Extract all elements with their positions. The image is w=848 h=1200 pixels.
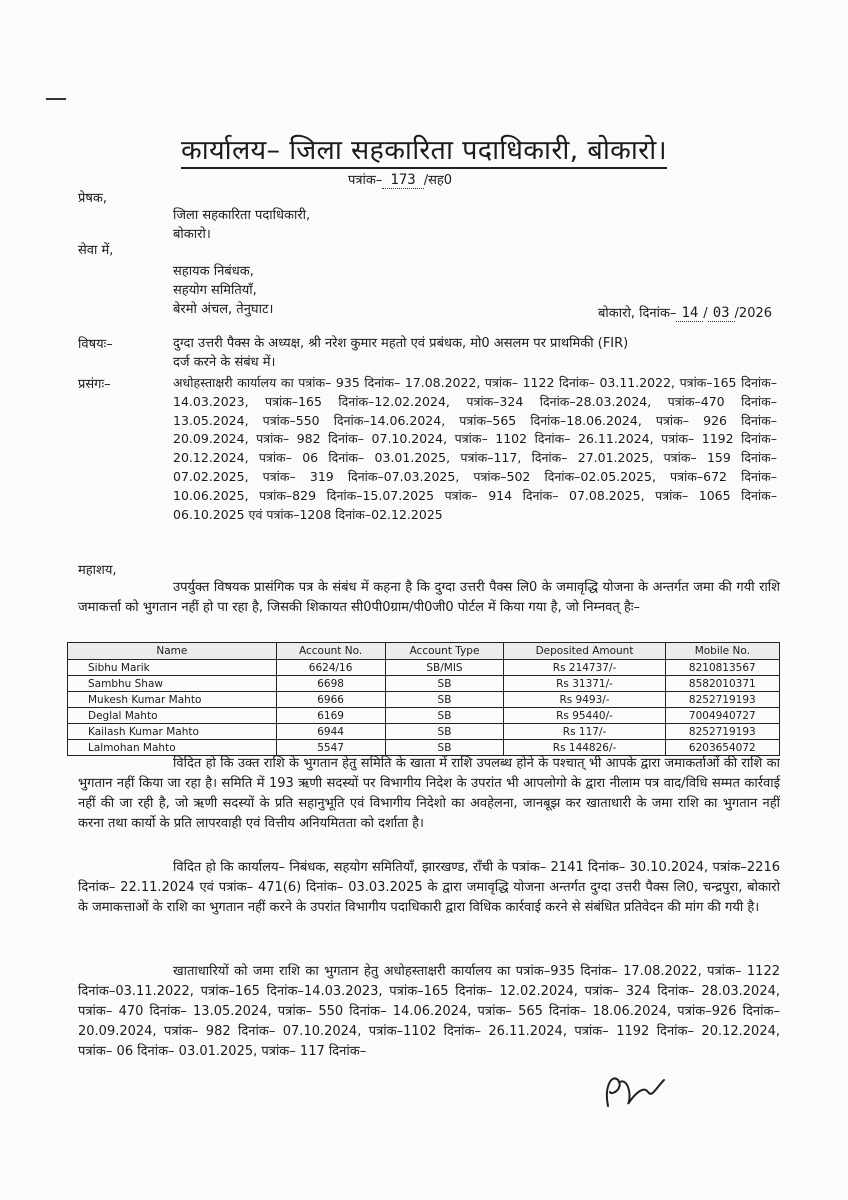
recipient-line2: सहयोग समितियाँ, xyxy=(173,283,257,298)
col-name: Name xyxy=(68,643,277,660)
table-row xyxy=(68,724,780,740)
reference-label: प्रसंगः– xyxy=(78,377,111,392)
paragraph-3: विदित हो कि कार्यालय– निबंधक, सहयोग समितियाँ, झारखण्ड, राँची के पत्रांक– 2141 दिनांक– 30.10.2024, पत्रांक–2216 दिनांक– 22.11.2024 एवं पत्रांक– 471(6) दिनांक– 03.03.2025 के द्वारा जमावृद्धि योजना अन्तर्गत दुग्दा उत्तरी पैक्स लि0, चन्द्रपुरा, बोकारो के जमाकत्ताओं के राशि का भुगतान नहीं करने के उपरांत विभागीय पदाधिकारी द्वारा विधिक कार्रवाई करने से संबंधित प्रतिवेदन की मांग की गयी है। xyxy=(78,860,780,915)
col-deposited-amount: Deposited Amount xyxy=(504,643,665,660)
subject-line1: दुग्दा उत्तरी पैक्स के अध्यक्ष, श्री नरेश कुमार महतो एवं प्रबंधक, मो0 असलम पर प्राथमिकी (FIR) xyxy=(173,336,629,351)
cell-account-type: SB/MIS xyxy=(385,660,504,676)
patrank-number: 173 xyxy=(382,172,423,189)
signature-image xyxy=(598,1066,668,1112)
subject-label: विषयः– xyxy=(78,337,113,352)
cell-name: Sibhu Marik xyxy=(68,660,277,676)
date-month: 03 xyxy=(708,305,735,322)
table-row xyxy=(68,692,780,708)
date-year: /2026 xyxy=(734,306,773,321)
depositor-table xyxy=(67,642,780,756)
table-row xyxy=(68,708,780,724)
recipient-label: सेवा में, xyxy=(78,243,114,258)
cell-mobile: 7004940727 xyxy=(665,708,779,724)
cell-name: Deglal Mahto xyxy=(68,708,277,724)
cell-amount: Rs 214737/- xyxy=(504,660,665,676)
cell-amount: Rs 31371/- xyxy=(504,676,665,692)
office-title: कार्यालय– जिला सहकारिता पदाधिकारी, बोकारो। xyxy=(181,135,667,169)
cell-account-type: SB xyxy=(385,708,504,724)
cell-mobile: 8582010371 xyxy=(665,676,779,692)
paragraph-1: उपर्युक्त विषयक प्रासंगिक पत्र के संबंध में कहना है कि दुग्दा उत्तरी पैक्स लि0 के जमावृद्धि योजना के अन्तर्गत जमा की गयी राशि जमाकर्त्ता को भुगतान नहीं हो पा रहा है, जिसकी शिकायत सी0पी0ग्राम/पी0जी0 पोर्टल में किया गया है, जो निम्नवत् हैः– xyxy=(78,580,780,615)
cell-mobile: 8210813567 xyxy=(665,660,779,676)
cell-account-type: SB xyxy=(385,724,504,740)
cell-account-type: SB xyxy=(385,692,504,708)
cell-mobile: 6203654072 xyxy=(665,740,779,756)
sender-line1: जिला सहकारिता पदाधिकारी, xyxy=(173,208,311,223)
cell-amount: Rs 9493/- xyxy=(504,692,665,708)
date-day: 14 xyxy=(676,305,703,322)
cell-name: Lalmohan Mahto xyxy=(68,740,277,756)
paragraph-2: विदित हो कि उक्त राशि के भुगतान हेतु समिति के खाता में राशि उपलब्ध होने के पश्चात् भी आपके द्वारा जमाकर्ताओं की राशि का भुगतान नहीं किया जा रहा है। समिति में 193 ऋणी सदस्यों पर विभागीय निदेश के उपरांत भी आपलोगो के द्वारा नीलाम पत्र वाद/विधि सम्मत कार्रवाई नहीं की जा रही है, जो ऋणी सदस्यों के प्रति सहानुभूति एवं विभागीय निदेशो का अवहेलना, जानबूझ कर खाताधारी के जमा राशि का भुगतान नहीं करना तथा कार्यो के प्रति लापरवाही एवं वित्तीय अनियमितता को दर्शाता है। xyxy=(78,756,780,831)
cell-account-no: 5547 xyxy=(276,740,385,756)
paragraph-4: खाताधारियों को जमा राशि का भुगतान हेतु अधोहस्ताक्षरी कार्यालय का पत्रांक–935 दिनांक– 17.08.2022, पत्रांक– 1122 दिनांक–03.11.2022, पत्रांक–165 दिनांक–14.03.2023, पत्रांक–165 दिनांक– 12.02.2024, पत्रांक– 324 दिनांक– 28.03.2024, पत्रांक– 470 दिनांक– 13.05.2024, पत्रांक– 550 दिनांक– 14.06.2024, पत्रांक– 565 दिनांक– 18.06.2024, पत्रांक–926 दिनांक– 20.09.2024, पत्रांक– 982 दिनांक– 07.10.2024, पत्रांक–1102 दिनांक– 26.11.2024, पत्रांक– 1192 दिनांक– 20.12.2024, पत्रांक– 06 दिनांक– 03.01.2025, पत्रांक– 117 दिनांक– xyxy=(78,964,780,1059)
recipient-line1: सहायक निबंधक, xyxy=(173,264,254,279)
cell-amount: Rs 144826/- xyxy=(504,740,665,756)
cell-amount: Rs 117/- xyxy=(504,724,665,740)
recipient-line3: बेरमो अंचल, तेनुघाट। xyxy=(173,302,274,317)
cell-name: Sambhu Shaw xyxy=(68,676,277,692)
date-line: बोकारो, दिनांक– 14 / 03 /2026 xyxy=(598,305,773,321)
sender-line2: बोकारो। xyxy=(173,227,211,242)
cell-account-no: 6944 xyxy=(276,724,385,740)
subject-line2: दर्ज करने के संबंध में। xyxy=(173,355,276,370)
margin-dash xyxy=(46,98,66,100)
col-mobile-no: Mobile No. xyxy=(665,643,779,660)
cell-account-no: 6698 xyxy=(276,676,385,692)
patrank-label: पत्रांक– xyxy=(348,173,383,188)
cell-account-type: SB xyxy=(385,676,504,692)
patrank-suffix: /सह0 xyxy=(423,173,453,188)
cell-amount: Rs 95440/- xyxy=(504,708,665,724)
cell-mobile: 8252719193 xyxy=(665,724,779,740)
cell-name: Mukesh Kumar Mahto xyxy=(68,692,277,708)
table-header-row xyxy=(68,643,780,660)
table-row xyxy=(68,676,780,692)
reference-text: अधोहस्ताक्षरी कार्यालय का पत्रांक– 935 दिनांक– 17.08.2022, पत्रांक– 1122 दिनांक– 03.11.2022, पत्रांक–165 दिनांक–14.03.2023, पत्रांक–165 दिनांक–12.02.2024, पत्रांक–324 दिनांक–28.03.2024, पत्रांक–470 दिनांक–13.05.2024, पत्रांक–550 दिनांक–14.06.2024, पत्रांक–565 दिनांक–18.06.2024, पत्रांक– 926 दिनांक– 20.09.2024, पत्रांक– 982 दिनांक– 07.10.2024, पत्रांक– 1102 दिनांक– 26.11.2024, पत्रांक– 1192 दिनांक– 20.12.2024, पत्रांक– 06 दिनांक– 03.01.2025, पत्रांक–117, दिनांक– 27.01.2025, पत्रांक– 159 दिनांक– 07.02.2025, पत्रांक– 319 दिनांक–07.03.2025, पत्रांक–502 दिनांक–02.05.2025, पत्रांक–672 दिनांक–10.06.2025, पत्रांक–829 दिनांक–15.07.2025 पत्रांक– 914 दिनांक– 07.08.2025, पत्रांक– 1065 दिनांक– 06.10.2025 एवं पत्रांक–1208 दिनांक–02.12.2025 xyxy=(173,375,777,522)
cell-name: Kailash Kumar Mahto xyxy=(68,724,277,740)
salutation: महाशय, xyxy=(78,563,117,578)
subject-block xyxy=(173,334,781,372)
recipient-block xyxy=(173,262,273,319)
sender-label: प्रेषक, xyxy=(78,191,108,206)
cell-mobile: 8252719193 xyxy=(665,692,779,708)
letter-heading xyxy=(0,130,848,167)
cell-account-no: 6624/16 xyxy=(276,660,385,676)
date-label: बोकारो, दिनांक– xyxy=(598,306,677,321)
letter-number-line xyxy=(348,170,452,188)
cell-account-no: 6966 xyxy=(276,692,385,708)
cell-account-no: 6169 xyxy=(276,708,385,724)
col-account-no: Account No. xyxy=(276,643,385,660)
sender-block xyxy=(173,206,310,244)
cell-account-type: SB xyxy=(385,740,504,756)
col-account-type: Account Type xyxy=(385,643,504,660)
table-row xyxy=(68,660,780,676)
